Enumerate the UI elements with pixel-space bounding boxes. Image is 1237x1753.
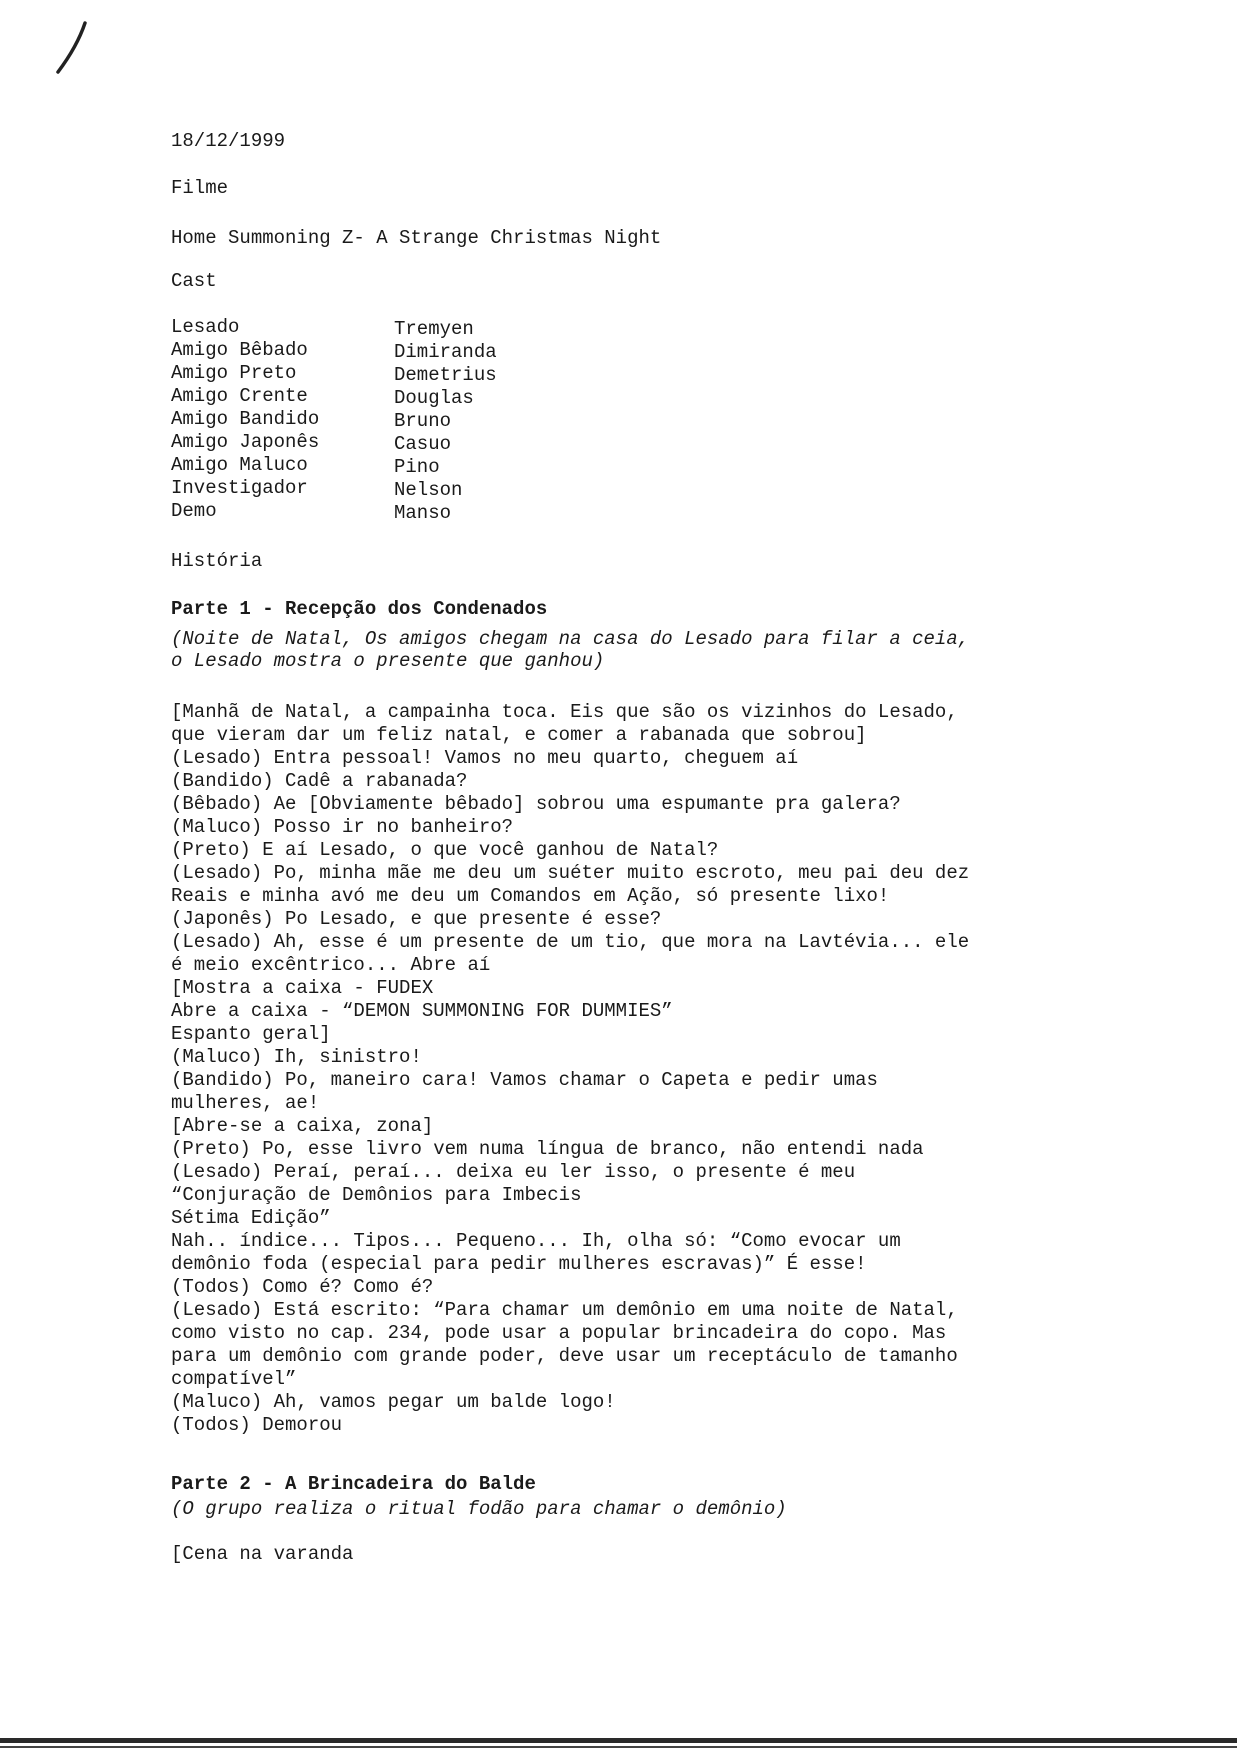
document-type: Filme [171, 177, 229, 199]
dialogue-line: [Abre-se a caixa, zona] [171, 1115, 434, 1137]
page-bottom-edge [0, 1738, 1237, 1743]
dialogue-line: mulheres, ae! [171, 1092, 320, 1114]
dialogue-line: (Todos) Demorou [171, 1414, 343, 1436]
part1-heading: Parte 1 - Recepção dos Condenados [171, 598, 548, 620]
page-bottom-edge-shadow [0, 1746, 1237, 1748]
dialogue-line: [Manhã de Natal, a campainha toca. Eis que são os vizinhos do Lesado, [171, 701, 958, 723]
dialogue-line: [Mostra a caixa - FUDEX [171, 977, 434, 999]
cast-actor: Tremyen [394, 318, 474, 340]
cast-role: Amigo Japonês [171, 431, 320, 453]
cast-role: Amigo Preto [171, 362, 297, 384]
cast-actor: Douglas [394, 387, 474, 409]
document-date: 18/12/1999 [171, 130, 286, 152]
dialogue-line: é meio excêntrico... Abre aí [171, 954, 491, 976]
film-title: Home Summoning Z- A Strange Christmas Night [171, 227, 662, 249]
dialogue-line: (Lesado) Entra pessoal! Vamos no meu quarto, cheguem aí [171, 747, 799, 769]
part2-heading: Parte 2 - A Brincadeira do Balde [171, 1473, 536, 1495]
dialogue-line: (Maluco) Ah, vamos pegar um balde logo! [171, 1391, 616, 1413]
dialogue-line: para um demônio com grande poder, deve usar um receptáculo de tamanho [171, 1345, 958, 1367]
dialogue-line: [Cena na varanda [171, 1543, 354, 1565]
part1-summary-line: o Lesado mostra o presente que ganhou) [171, 650, 605, 672]
dialogue-line: (Todos) Como é? Como é? [171, 1276, 434, 1298]
dialogue-line: Reais e minha avó me deu um Comandos em Ação, só presente lixo! [171, 885, 890, 907]
dialogue-line: (Bandido) Po, maneiro cara! Vamos chamar o Capeta e pedir umas [171, 1069, 878, 1091]
cast-actor: Nelson [394, 479, 463, 501]
dialogue-line: demônio foda (especial para pedir mulheres escravas)” É esse! [171, 1253, 867, 1275]
cast-role: Amigo Maluco [171, 454, 308, 476]
dialogue-line: (Bêbado) Ae [Obviamente bêbado] sobrou uma espumante pra galera? [171, 793, 901, 815]
cast-role: Amigo Bêbado [171, 339, 308, 361]
cast-role: Investigador [171, 477, 308, 499]
cast-role: Lesado [171, 316, 240, 338]
part2-summary: (O grupo realiza o ritual fodão para chamar o demônio) [171, 1498, 787, 1520]
dialogue-line: (Bandido) Cadê a rabanada? [171, 770, 468, 792]
pen-stroke-mark [52, 20, 92, 80]
part1-summary-line: (Noite de Natal, Os amigos chegam na casa do Lesado para filar a ceia, [171, 628, 970, 650]
dialogue-line: (Lesado) Está escrito: “Para chamar um demônio em uma noite de Natal, [171, 1299, 958, 1321]
cast-heading: Cast [171, 270, 217, 292]
dialogue-line: Nah.. índice... Tipos... Pequeno... Ih, olha só: “Como evocar um [171, 1230, 901, 1252]
historia-heading: História [171, 550, 263, 572]
dialogue-line: compatível” [171, 1368, 297, 1390]
dialogue-line: (Preto) Po, esse livro vem numa língua de branco, não entendi nada [171, 1138, 924, 1160]
dialogue-line: Abre a caixa - “DEMON SUMMONING FOR DUMMIES” [171, 1000, 673, 1022]
dialogue-line: que vieram dar um feliz natal, e comer a rabanada que sobrou] [171, 724, 867, 746]
dialogue-line: (Lesado) Po, minha mãe me deu um suéter muito escroto, meu pai deu dez [171, 862, 970, 884]
dialogue-line: (Maluco) Ih, sinistro! [171, 1046, 422, 1068]
cast-actor: Dimiranda [394, 341, 497, 363]
cast-role: Amigo Crente [171, 385, 308, 407]
cast-role: Demo [171, 500, 217, 522]
dialogue-line: (Lesado) Ah, esse é um presente de um tio, que mora na Lavtévia... ele [171, 931, 970, 953]
cast-role: Amigo Bandido [171, 408, 320, 430]
cast-actor: Demetrius [394, 364, 497, 386]
dialogue-line: Sétima Edição” [171, 1207, 331, 1229]
dialogue-line: (Japonês) Po Lesado, e que presente é esse? [171, 908, 662, 930]
cast-actor: Casuo [394, 433, 452, 455]
cast-actor: Manso [394, 502, 452, 524]
dialogue-line: (Maluco) Posso ir no banheiro? [171, 816, 514, 838]
dialogue-line: “Conjuração de Demônios para Imbecis [171, 1184, 582, 1206]
dialogue-line: (Lesado) Peraí, peraí... deixa eu ler isso, o presente é meu [171, 1161, 856, 1183]
dialogue-line: Espanto geral] [171, 1023, 331, 1045]
cast-actor: Bruno [394, 410, 452, 432]
dialogue-line: como visto no cap. 234, pode usar a popular brincadeira do copo. Mas [171, 1322, 947, 1344]
cast-actor: Pino [394, 456, 440, 478]
dialogue-line: (Preto) E aí Lesado, o que você ganhou de Natal? [171, 839, 719, 861]
